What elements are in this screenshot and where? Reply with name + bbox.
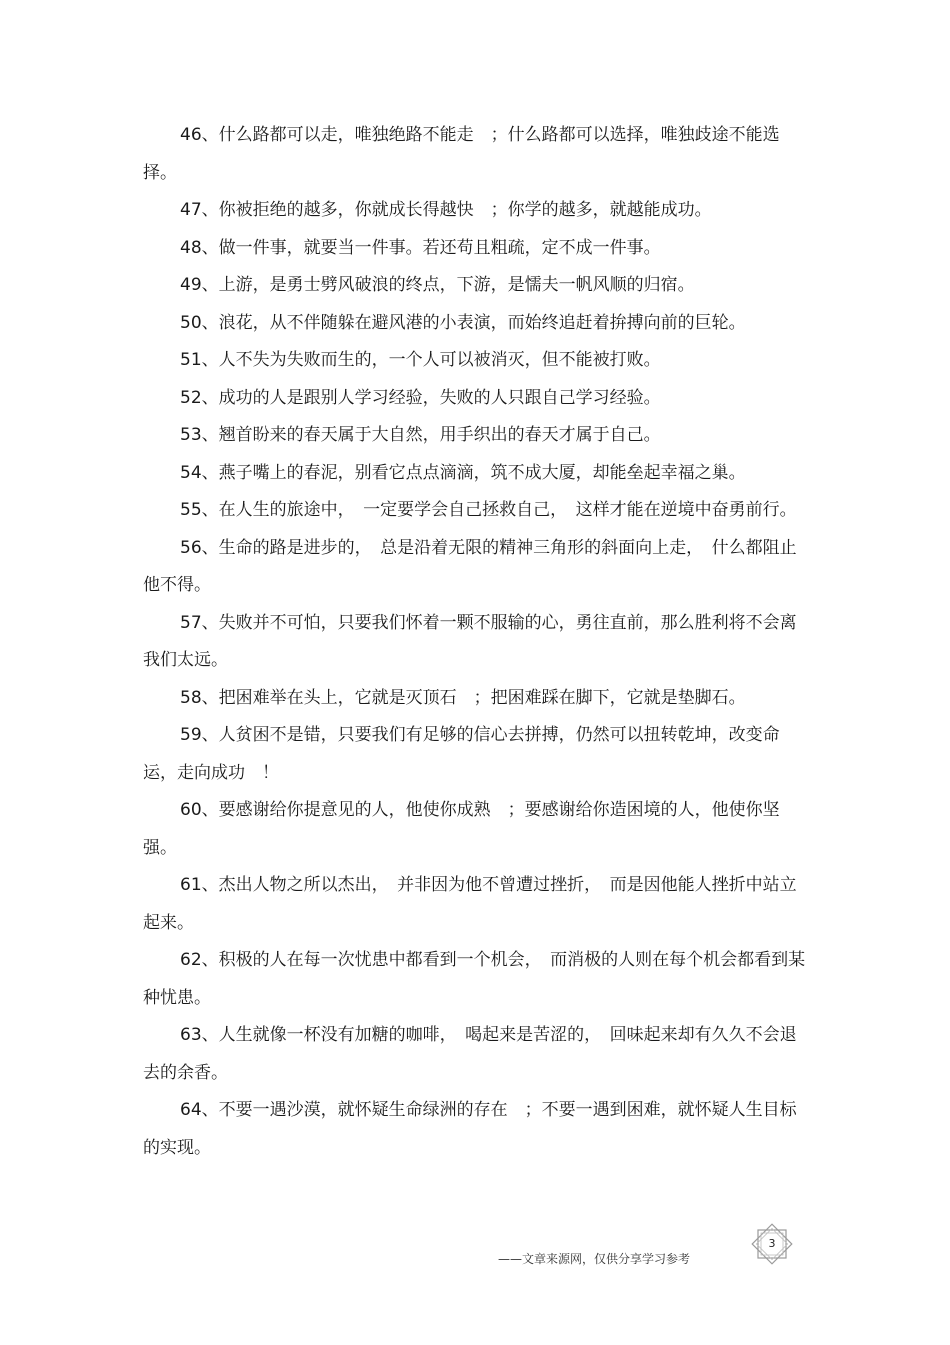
paragraph-61: 61、杰出人物之所以杰出， 并非因为他不曾遭过挫折， 而是因他能人挫折中站立起来。 (143, 875, 797, 933)
paragraph-58: 58、把困难举在头上，它就是灭顶石 ；把困难踩在脚下，它就是垫脚石。 (180, 687, 746, 708)
paragraph-54: 54、燕子嘴上的春泥，别看它点点滴滴，筑不成大厦，却能垒起幸福之巢。 (180, 462, 746, 483)
footer-source-note: ——文章来源网，仅供分享学习参考 (498, 1252, 691, 1266)
paragraph-48: 48、做一件事，就要当一件事。若还苟且粗疏，定不成一件事。 (180, 237, 661, 258)
paragraph-52: 52、成功的人是跟别人学习经验，失败的人只跟自己学习经验。 (180, 387, 661, 408)
paragraph-47: 47、你被拒绝的越多，你就成长得越快 ；你学的越多，就越能成功。 (180, 200, 712, 220)
paragraph-59: 59、人贫困不是错，只要我们有足够的信心去拼搏，仍然可以扭转乾坤，改变命运，走向成功 ！ (143, 725, 780, 783)
page-number-badge (748, 1220, 796, 1268)
paragraph-55: 55、在人生的旅途中， 一定要学会自己拯救自己， 这样才能在逆境中奋勇前行。 (180, 500, 797, 520)
paragraph-62: 62、积极的人在每一次忧患中都看到一个机会， 而消极的人则在每个机会都看到某种忧患。 (143, 950, 806, 1008)
paragraph-53: 53、翘首盼来的春天属于大自然，用手织出的春天才属于自己。 (180, 425, 661, 445)
paragraph-60: 60、要感谢给你提意见的人，他使你成熟 ；要感谢给你造困境的人，他使你坚强。 (143, 800, 780, 858)
page-number: 3 (768, 1237, 776, 1250)
document-body (143, 117, 808, 1167)
paragraph-57: 57、失败并不可怕，只要我们怀着一颗不服输的心，勇往直前，那么胜利将不会离我们太远。 (143, 612, 797, 670)
paragraph-56: 56、生命的路是进步的， 总是沿着无限的精神三角形的斜面向上走， 什么都阻止他不得。 (143, 537, 797, 595)
paragraph-51: 51、人不失为失败而生的，一个人可以被消灭，但不能被打败。 (180, 350, 661, 370)
paragraph-63: 63、人生就像一杯没有加糖的咖啡， 喝起来是苦涩的， 回味起来却有久久不会退去的余香。 (143, 1025, 797, 1083)
paragraph-49: 49、上游，是勇士劈风破浪的终点，下游，是懦夫一帆风顺的归宿。 (180, 275, 695, 295)
paragraph-46: 46、什么路都可以走，唯独绝路不能走 ；什么路都可以选择，唯独歧途不能选择。 (143, 125, 780, 183)
paragraph-50: 50、浪花，从不伴随躲在避风港的小表演，而始终追赶着拚搏向前的巨轮。 (180, 312, 746, 333)
paragraph-64: 64、不要一遇沙漠，就怀疑生命绿洲的存在 ；不要一遇到困难，就怀疑人生目标的实现。 (143, 1100, 797, 1158)
